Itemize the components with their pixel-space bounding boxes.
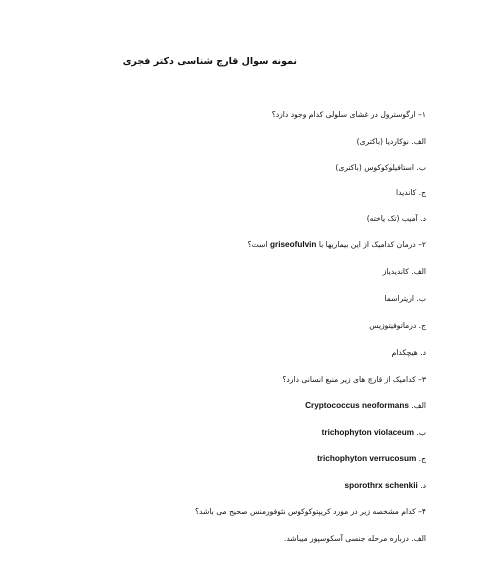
option-text: درباره مرحله جنسی آسکوسپور میباشد. (283, 534, 409, 543)
option-prefix: الف. (408, 267, 426, 276)
option-text: اریتراسما (384, 294, 415, 303)
question-2-text-start: ۲– درمان کدامیک از این بیماریها با (316, 240, 426, 249)
question-3-text: ۳– کدامیک از قارچ های زیر منبع انسانی دارد؟ (282, 375, 426, 384)
option-prefix: د. (417, 348, 426, 357)
option-prefix: الف. (408, 137, 426, 146)
option-prefix: ج. (416, 321, 426, 330)
option-prefix: الف. (408, 401, 426, 410)
document-title: نمونه سوال قارچ شناسی دکتر فجری (122, 56, 297, 67)
option-latin-text: trichophyton violaceum (321, 428, 415, 437)
option-prefix: د. (417, 481, 426, 490)
option-text: درماتوفیتوزیس (369, 321, 417, 330)
question-3-option-c (317, 454, 426, 464)
question-1-option-d (367, 214, 426, 224)
option-prefix: الف. (408, 534, 426, 543)
question-1-option-b (335, 163, 426, 173)
option-prefix: ج. (416, 188, 426, 197)
question-2-text-end: است؟ (247, 240, 271, 249)
question-2-option-a (383, 267, 426, 277)
question-4-stem (195, 507, 426, 517)
option-prefix: ب. (414, 163, 426, 172)
question-2-option-b (384, 294, 426, 304)
option-text: نوکاردیا (باکتری) (356, 137, 409, 146)
question-1-text: ۱– ارگوسترول در غشای سلولی کدام وجود دارد؟ (271, 110, 426, 119)
question-4-text: ۴– کدام مشخصه زیر در مورد کریپتوکوکوس نئوفورمنس صحیح می باشد؟ (194, 507, 426, 516)
question-3-option-a (305, 401, 426, 411)
question-4-option-a (284, 534, 426, 544)
question-1-option-a (357, 137, 426, 147)
option-text: کاندیدا (396, 188, 417, 197)
question-2-option-c (369, 321, 426, 331)
option-text: هیچکدام (391, 348, 418, 357)
question-1-option-c (396, 188, 426, 198)
option-prefix: د. (417, 214, 426, 223)
option-prefix: ج. (416, 454, 426, 463)
option-text: آمیب (تک یاخته) (366, 214, 418, 223)
option-text: کاندیدیاز (382, 267, 409, 276)
option-latin-text: trichophyton verrucosum (317, 454, 417, 463)
question-2-stem (248, 240, 426, 250)
option-prefix: ب. (414, 294, 426, 303)
drug-name: griseofulvin (270, 240, 317, 249)
option-latin-text: Cryptococcus neoformans (305, 401, 409, 410)
option-text: استافیلوکوکوس (باکتری) (335, 163, 415, 172)
option-latin-text: sporothrx schenkii (344, 481, 418, 490)
question-3-option-b (322, 428, 426, 438)
question-3-stem (282, 375, 426, 385)
question-2-option-d (392, 348, 426, 358)
question-1-stem (272, 110, 426, 120)
option-prefix: ب. (414, 428, 426, 437)
question-3-option-d (345, 481, 426, 491)
